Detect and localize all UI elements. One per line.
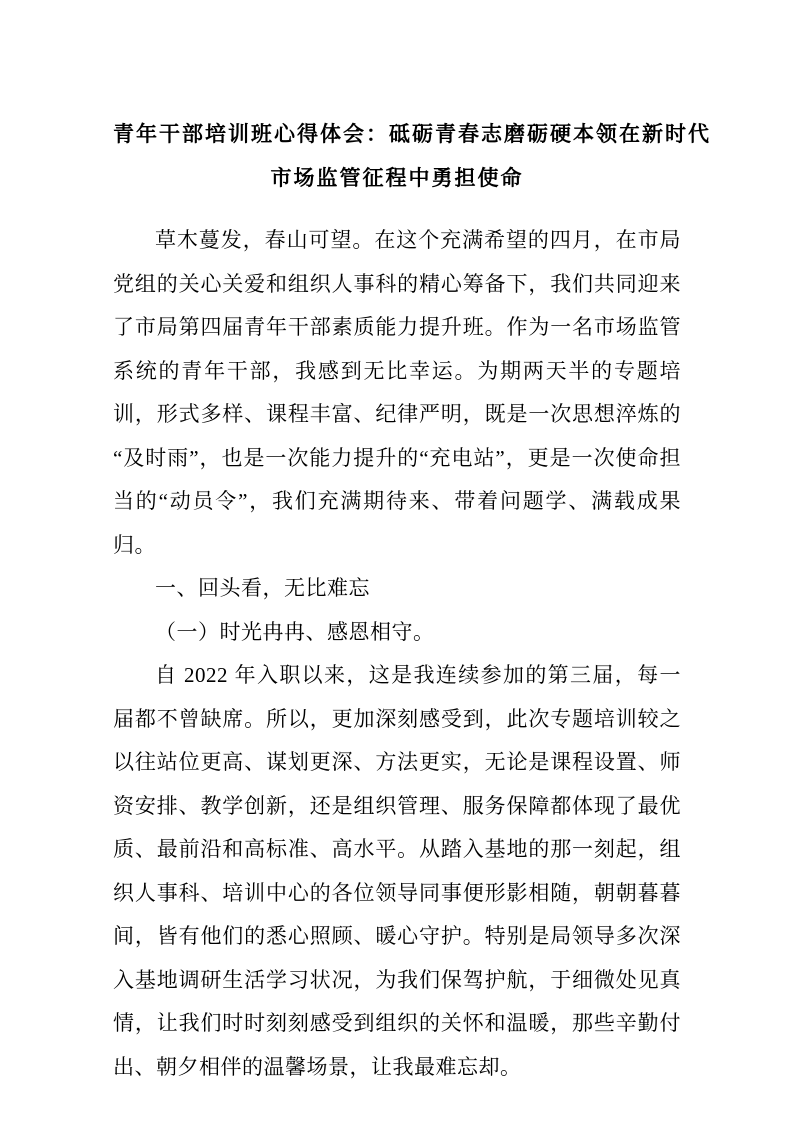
paragraph-training-experience: 自 2022 年入职以来，这是我连续参加的第三届，每一届都不曾缺席。所以，更加深刻感受到，此次专题培训较之以往站位更高、谋划更深、方法更实，无论是课程设置、师资安排、教学创新，还是组织管理、服务保障都体现了最优质、最前沿和高标准、高水平。从踏入基地的那一刻起，组织人事科、培训中心的各位领导同事便形影相随，朝朝暮暮间，皆有他们的悉心照顾、暖心守护。特别是局领导多次深入基地调研生活学习状况，为我们保驾护航，于细微处见真情，让我们时时刻刻感受到组织的关怀和温暖，那些辛勤付出、朝夕相伴的温馨场景，让我最难忘却。 bbox=[113, 663, 681, 1079]
subsection-heading-gratitude: （一）时光冉冉、感恩相守。 bbox=[155, 619, 435, 644]
paragraph-introduction: 草木蔓发，春山可望。在这个充满希望的四月，在市局党组的关心关爱和组织人事科的精心筹备下，我们共同迎来了市局第四届青年干部素质能力提升班。作为一名市场监管系统的青年干部，我感到无比幸运。为期两天半的专题培训，形式多样、课程丰富、纪律严明，既是一次思想淬炼的“及时雨”，也是一次能力提升的“充电站”，更是一次使命担当的“动员令”，我们充满期待来、带着问题学、满载成果归。 bbox=[113, 228, 681, 557]
document-title-line-2: 市场监管征程中勇担使命 bbox=[270, 166, 524, 190]
section-heading-look-back: 一、回头看，无比难忘 bbox=[155, 576, 370, 600]
document-title-line-1: 青年干部培训班心得体会：砥砺青春志磨砺硬本领在新时代 bbox=[113, 122, 711, 146]
document-title bbox=[113, 112, 711, 200]
